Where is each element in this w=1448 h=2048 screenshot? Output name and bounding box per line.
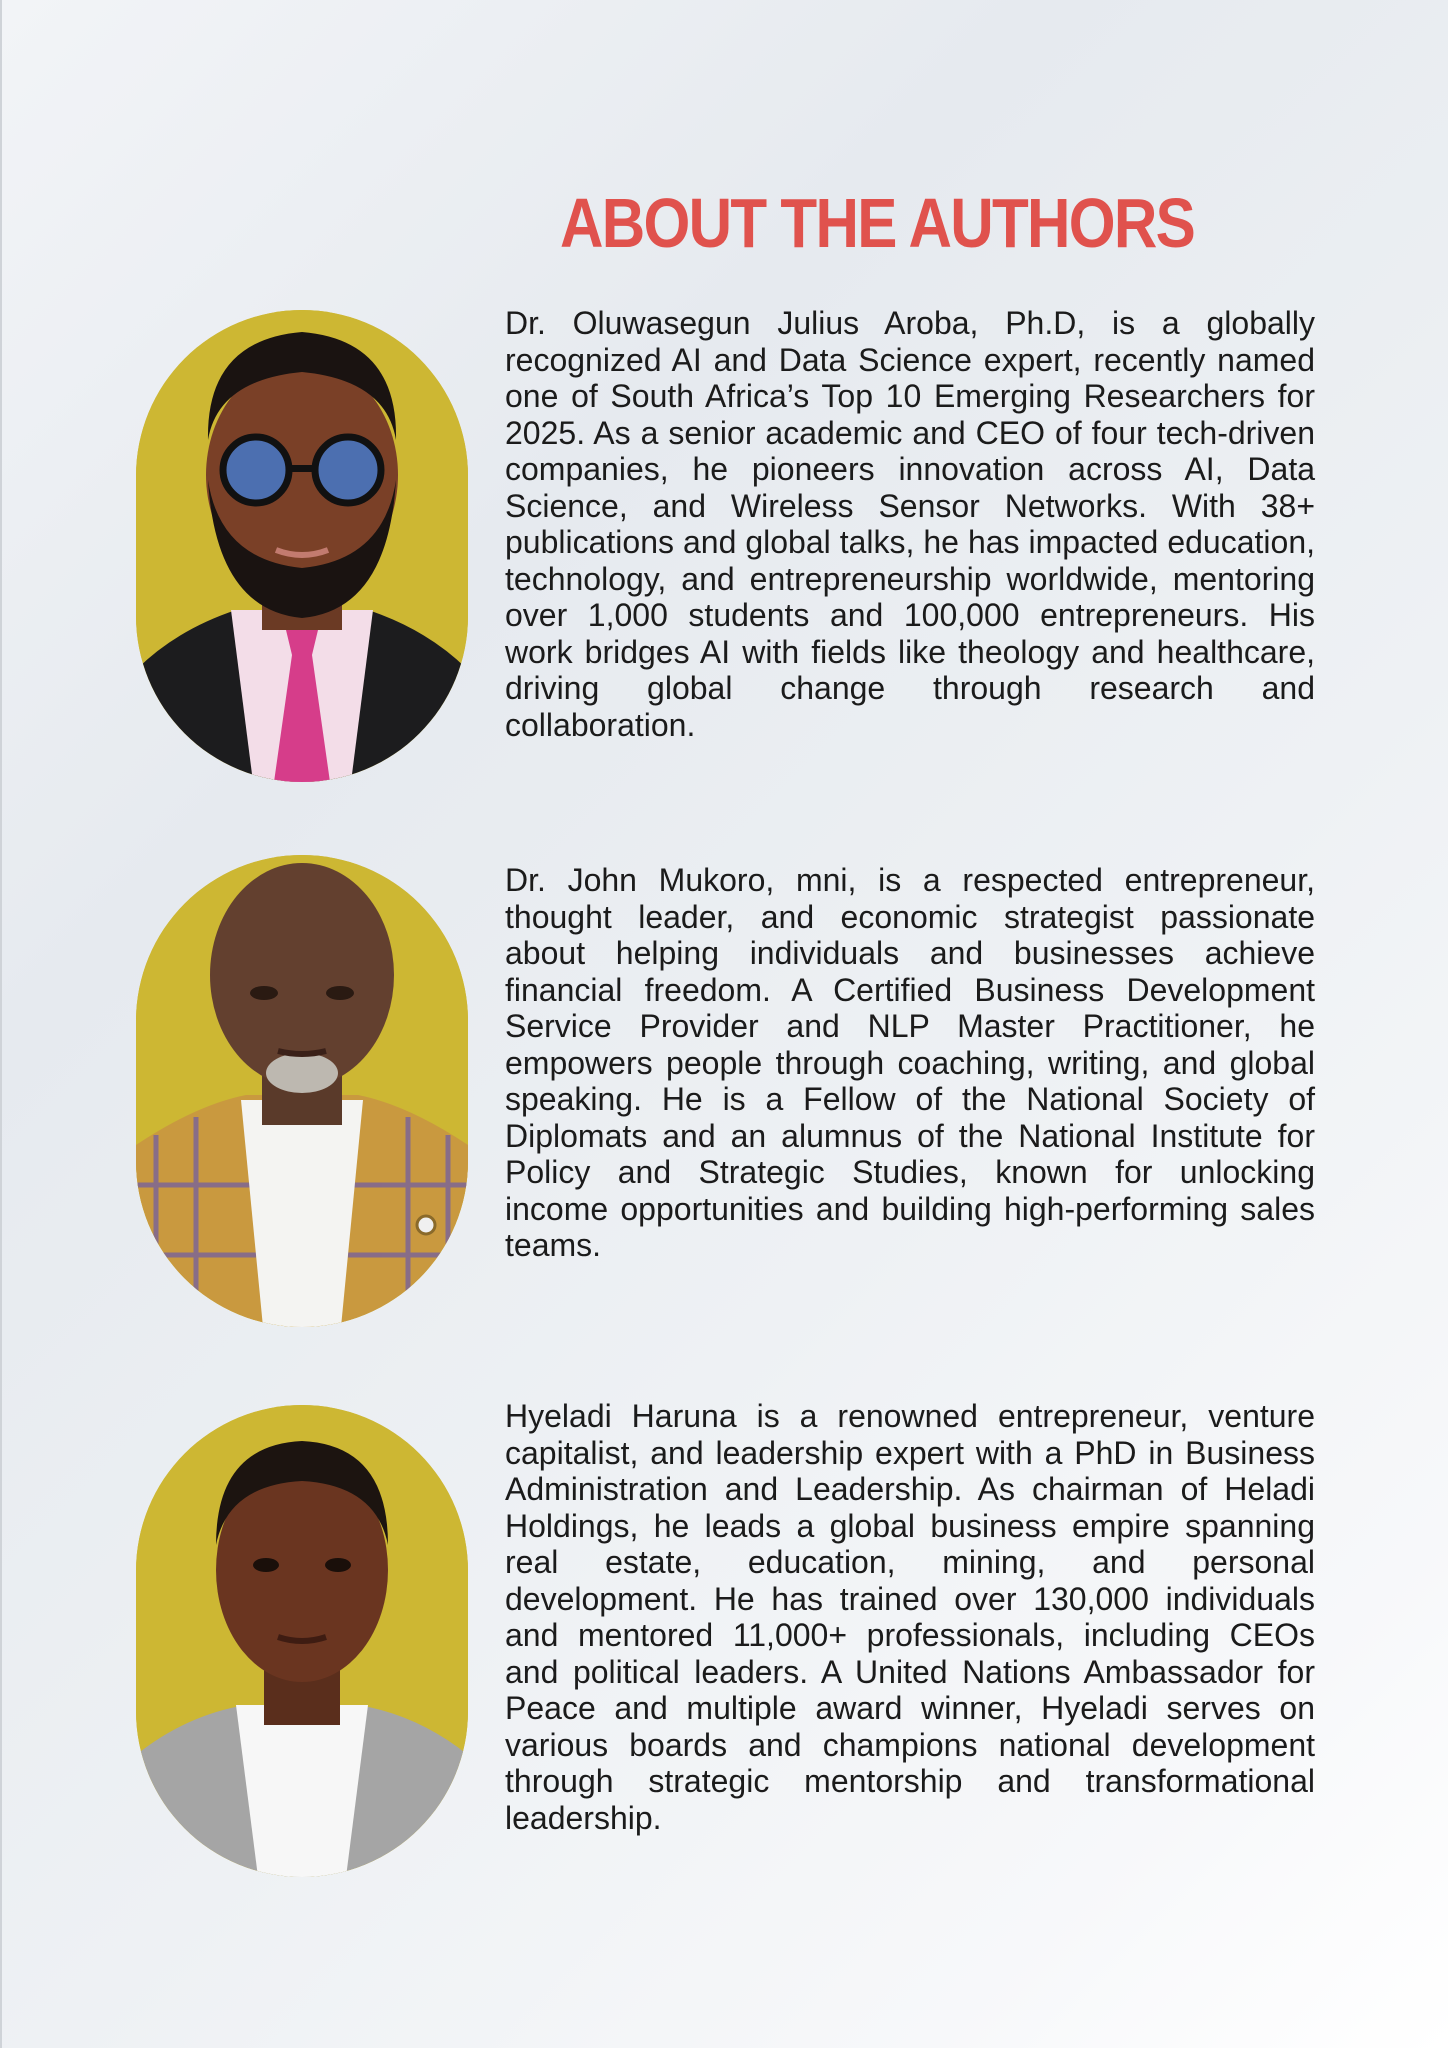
portrait-illustration bbox=[136, 310, 468, 782]
page-title: ABOUT THE AUTHORS bbox=[560, 184, 1195, 262]
portrait-illustration bbox=[136, 855, 468, 1327]
author-bio-2: Dr. John Mukoro, mni, is a respected entrepreneur, thought leader, and economic strategist passionate about helping individuals and businesses achieve financial freedom. A Certified Business Development Service Provider and NLP Master Practitioner, he empowers people through coaching, writing, and global speaking. He is a Fellow of the National Society of Diplomats and an alumnus of the National Institute for Policy and Strategic Studies, known for unlocking income opportunities and building high-performing sales teams. bbox=[505, 862, 1315, 1263]
author-bio-1: Dr. Oluwasegun Julius Aroba, Ph.D, is a globally recognized AI and Data Science expert, recently named one of South Africa’s Top 10 Emerging Researchers for 2025. As a senior academic and CEO of four tech-driven companies, he pioneers innovation across AI, Data Science, and Wireless Sensor Networks. With 38+ publications and global talks, he has impacted education, technology, and entrepreneurship worldwide, mentoring over 1,000 students and 100,000 entrepreneurs. His work bridges AI with fields like theology and healthcare, driving global change through research and collaboration. bbox=[505, 305, 1315, 743]
author-photo-1 bbox=[136, 310, 468, 782]
portrait-illustration bbox=[136, 1405, 468, 1877]
author-photo-2 bbox=[136, 855, 468, 1327]
author-bio-3: Hyeladi Haruna is a renowned entrepreneur, venture capitalist, and leadership expert with a PhD in Business Administration and Leadership. As chairman of Heladi Holdings, he leads a global business empire spanning real estate, education, mining, and personal development. He has trained over 130,000 individuals and mentored 11,000+ professionals, including CEOs and political leaders. A United Nations Ambassador for Peace and multiple award winner, Hyeladi serves on various boards and champions national development through strategic mentorship and transformational leadership. bbox=[505, 1398, 1315, 1836]
author-photo-3 bbox=[136, 1405, 468, 1877]
